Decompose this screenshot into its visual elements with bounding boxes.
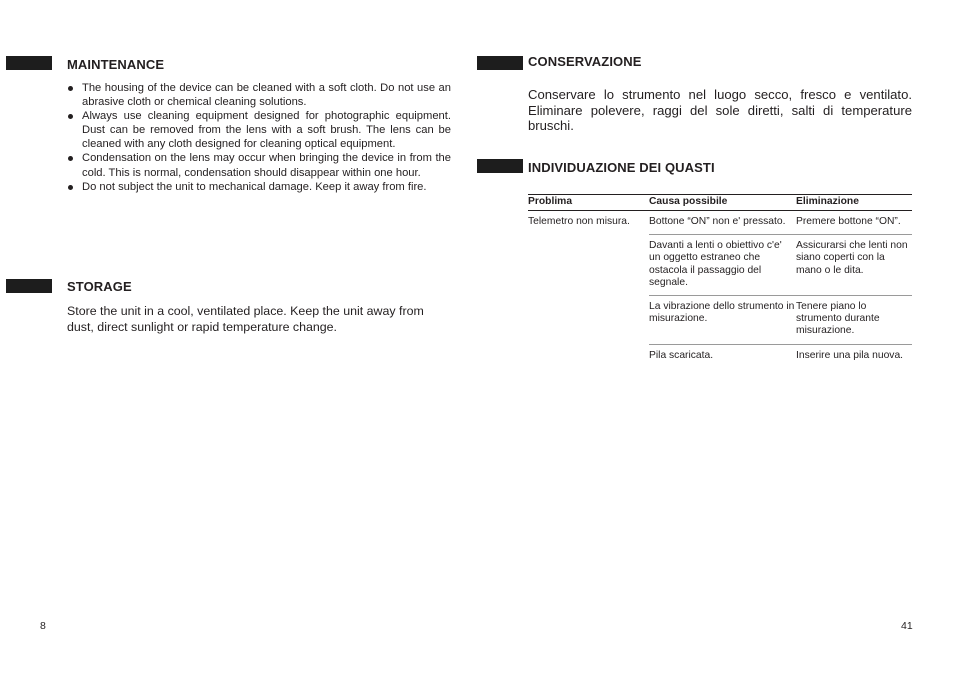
cause-cell: Pila scaricata. (649, 349, 714, 361)
maintenance-heading: MAINTENANCE (67, 57, 165, 72)
table-header (528, 194, 912, 211)
fix-cell: Inserire una pila nuova. (796, 349, 904, 361)
cause-cell: Bottone “ON” non e' pressato. (649, 216, 786, 227)
list-item: Condensation on the lens may occur when bringing the device in from the cold. This is normal, condensation should disappear within one hour. (67, 151, 451, 179)
fix-cell: Premere bottone “ON”. (796, 216, 901, 227)
header-problem: Problima (528, 196, 573, 208)
section-marker-storage (6, 279, 52, 293)
problem-cell: Telemetro non misura. (528, 216, 630, 227)
cause-cell: La vibrazione dello strumento in misurazione. (649, 301, 795, 325)
cause-cell: Davanti a lenti o obiettivo c'e' un oggetto estraneo che ostacola il passaggio del segnale. (649, 240, 782, 288)
page-number-left: 8 (40, 620, 46, 632)
storage-text: Store the unit in a cool, ventilated place. Keep the unit away from dust, direct sunlight or rapid temperature change. (67, 304, 424, 334)
list-item: Do not subject the unit to mechanical damage. Keep it away from fire. (67, 180, 451, 194)
fix-cell: Tenere piano lo strumento durante misurazione. (796, 301, 880, 337)
maintenance-list (67, 81, 451, 194)
list-item: The housing of the device can be cleaned with a soft cloth. Do not use an abrasive cloth or chemical cleaning solutions. (67, 81, 451, 109)
table-body (528, 211, 912, 368)
section-marker-conservazione (477, 56, 523, 70)
table-row (649, 211, 912, 234)
cause-rows (649, 211, 912, 368)
conservazione-text: Conservare lo strumento nel luogo secco, fresco e ventilato. Eliminare polevere, raggi del sole diretti, salti di temperature bruschi. (528, 87, 912, 134)
troubleshooting-table (528, 194, 912, 368)
page-number-right: 41 (901, 620, 913, 632)
table-row (649, 234, 912, 295)
list-item: Always use cleaning equipment designed for photographic equipment. Dust can be removed from the lens with a soft brush. The lens can be cleaned with any cloth designed for cleaning optical equipment. (67, 109, 451, 151)
section-marker-maintenance (6, 56, 52, 70)
header-cause: Causa possibile (649, 196, 728, 208)
section-marker-troubleshooting (477, 159, 523, 173)
header-fix: Eliminazione (796, 196, 859, 208)
table-row (649, 295, 912, 344)
troubleshooting-heading: INDIVIDUAZIONE DEI QUASTI (528, 160, 715, 175)
fix-cell: Assicurarsi che lenti non siano coperti con la mano o le dita. (796, 240, 908, 276)
table-row (649, 344, 912, 368)
storage-heading: STORAGE (67, 279, 132, 294)
conservazione-heading: CONSERVAZIONE (528, 54, 642, 69)
